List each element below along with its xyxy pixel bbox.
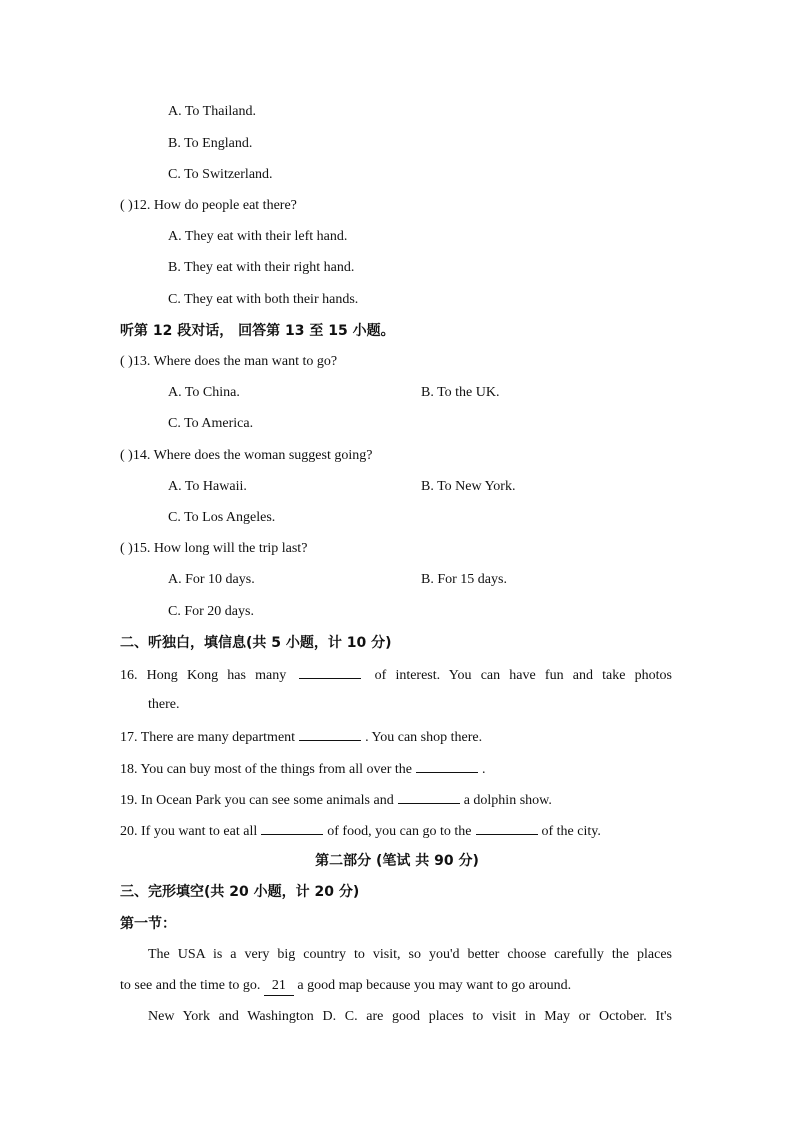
q16-line — [120, 664, 672, 686]
q20-blank-1[interactable] — [261, 820, 323, 835]
q14-stem: ( )14. Where does the woman suggest going? — [120, 448, 373, 463]
q13-option-a: A. To China. — [168, 385, 240, 400]
q17-line — [120, 726, 482, 748]
q12-option-c: C. They eat with both their hands. — [168, 292, 359, 307]
q19-blank[interactable] — [398, 789, 460, 804]
q16-continuation: there. — [148, 697, 180, 712]
q20-text-b: of food, you can go to the — [327, 824, 472, 839]
q14-option-a: A. To Hawaii. — [168, 479, 247, 494]
passage-text-2b: a good map because you may want to go around. — [297, 978, 572, 993]
section-dialog12-heading: 听第 12 段对话， 回答第 13 至 15 小题。 — [120, 323, 395, 339]
passage-line-2 — [120, 976, 571, 996]
part2-heading: 第二部分 (笔试 共 90 分) — [315, 853, 479, 869]
q11-option-a: A. To Thailand. — [168, 104, 256, 119]
q20-line — [120, 820, 601, 842]
q20-blank-2[interactable] — [476, 820, 538, 835]
q19-text-b: a dolphin show. — [463, 793, 552, 808]
q13-option-b: B. To the UK. — [421, 385, 500, 400]
q12-option-a: A. They eat with their left hand. — [168, 229, 348, 244]
q19-line — [120, 789, 552, 811]
q15-option-c: C. For 20 days. — [168, 604, 254, 619]
section3-heading: 三、完形填空(共 20 小题，计 20 分) — [120, 884, 360, 900]
q12-option-b: B. They eat with their right hand. — [168, 260, 355, 275]
passage-line-3: New York and Washington D. C. are good places to visit in May or October. It's — [148, 1009, 672, 1024]
q20-text-a: 20. If you want to eat all — [120, 824, 258, 839]
blank-21[interactable]: 21 — [264, 977, 294, 996]
passage-text-2a: to see and the time to go. — [120, 978, 261, 993]
q11-option-b: B. To England. — [168, 136, 253, 151]
q15-option-a: A. For 10 days. — [168, 572, 255, 587]
q18-blank[interactable] — [416, 758, 478, 773]
q14-option-c: C. To Los Angeles. — [168, 510, 276, 525]
q18-text-a: 18. You can buy most of the things from all over the — [120, 762, 413, 777]
q12-stem: ( )12. How do people eat there? — [120, 198, 297, 213]
section3-subheading: 第一节： — [120, 916, 176, 932]
q19-text-a: 19. In Ocean Park you can see some animals and — [120, 793, 394, 808]
q14-option-b: B. To New York. — [421, 479, 516, 494]
q15-option-b: B. For 15 days. — [421, 572, 507, 587]
q17-text-a: 17. There are many department — [120, 730, 296, 745]
q11-option-c: C. To Switzerland. — [168, 167, 273, 182]
passage-line-1: The USA is a very big country to visit, so you'd better choose carefully the places — [148, 947, 672, 962]
q18-line — [120, 758, 486, 780]
q13-stem: ( )13. Where does the man want to go? — [120, 354, 338, 369]
q17-text-b: . You can shop there. — [365, 730, 483, 745]
q15-stem: ( )15. How long will the trip last? — [120, 541, 308, 556]
q17-blank[interactable] — [299, 726, 361, 741]
section2-heading: 二、听独白，填信息(共 5 小题，计 10 分) — [120, 635, 392, 651]
q16-text-b: of interest. You can have fun and take photos — [374, 668, 672, 683]
q16-text-a: 16. Hong Kong has many — [120, 668, 287, 683]
q13-option-c: C. To America. — [168, 416, 254, 431]
q18-text-b: . — [482, 762, 486, 777]
q16-blank[interactable] — [299, 664, 361, 679]
q20-text-c: of the city. — [541, 824, 601, 839]
